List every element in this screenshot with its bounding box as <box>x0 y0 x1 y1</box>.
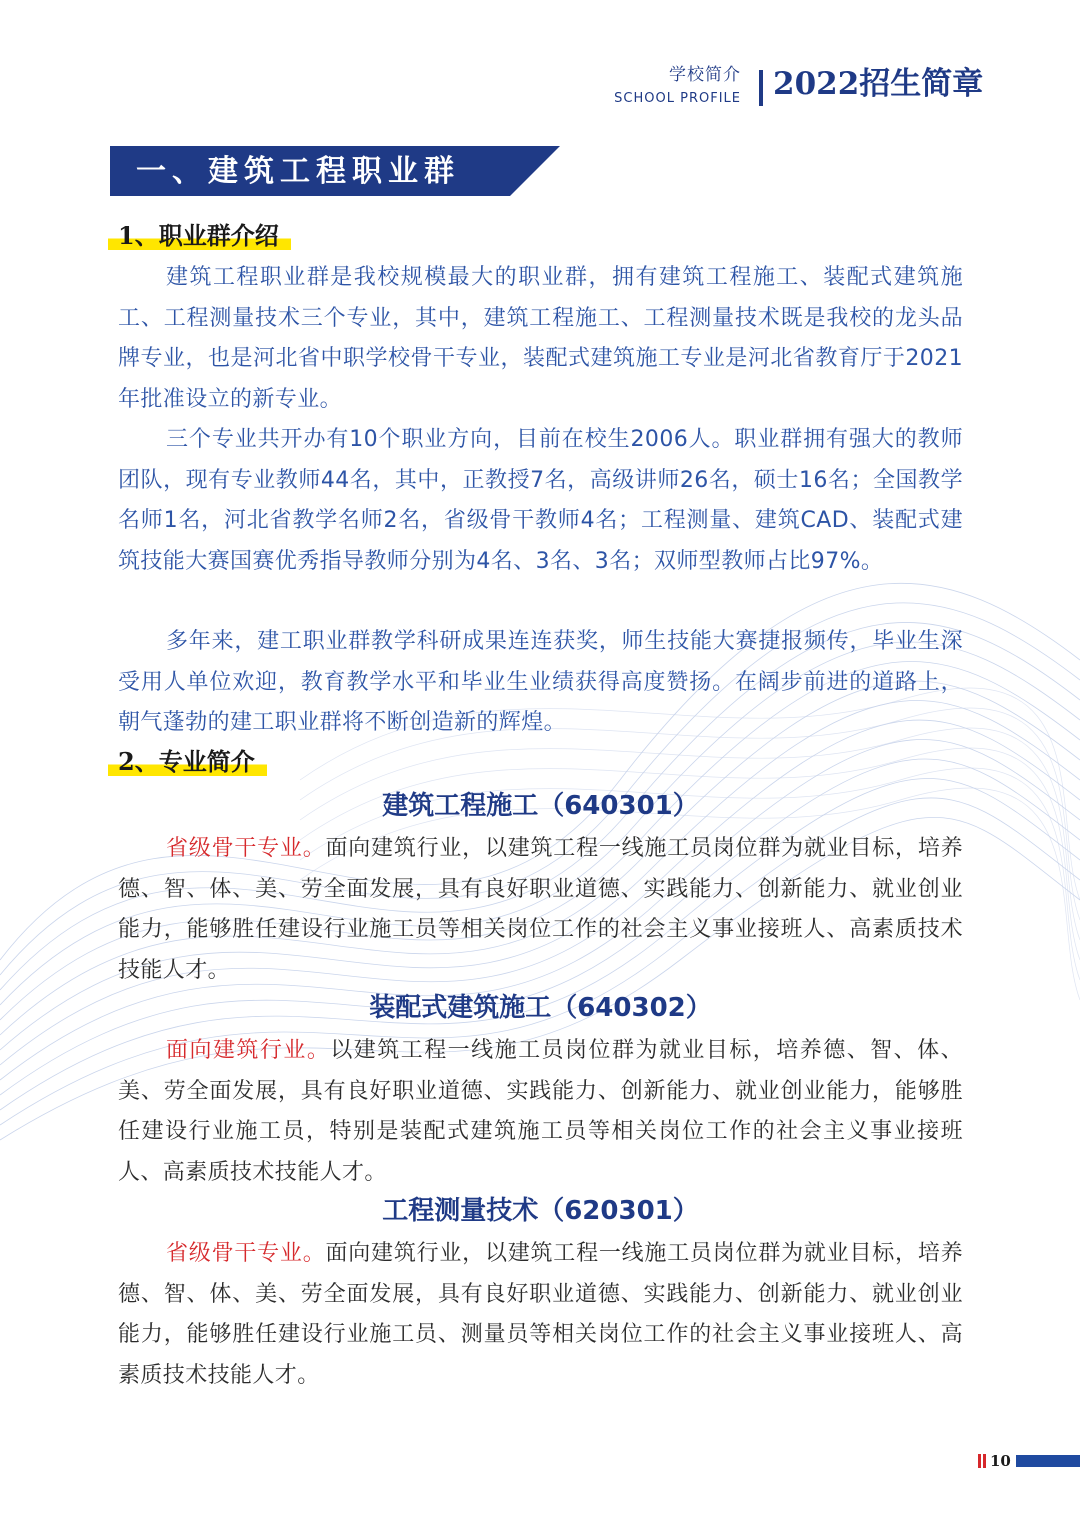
page-number: 10 <box>990 1452 1011 1470</box>
intro-paragraph-2: 三个专业共开办有10个职业方向，目前在校生2006人。职业群拥有强大的教师团队，现有专业教师44名，其中，正教授7名，高级讲师26名，硕士16名；全国教学名师1名，河北省教学名师2名，省级骨干教师4名；工程测量、建筑CAD、装配式建筑技能大赛国赛优秀指导教师分别为4名、3名、3名；双师型教师占比97%。 <box>118 427 963 574</box>
major-description-3 <box>118 1234 963 1396</box>
page-marker-blue <box>1016 1455 1080 1467</box>
majors-heading: 2、专业简介 <box>108 746 267 778</box>
page-marker-red-2 <box>983 1454 986 1468</box>
major-text-2: 以建筑工程一线施工员岗位群为就业目标，培养德、智、体、美、劳全面发展，具有良好职业道德、实践能力、创新能力、就业创业能力，能够胜任建设行业施工员，特别是装配式建筑施工员等相关岗位工作的社会主义事业接班人、高素质技术技能人才。 <box>118 1038 963 1185</box>
major-description-1 <box>118 829 963 991</box>
major-text-1: 面向建筑行业，以建筑工程一线施工员岗位群为就业目标，培养德、智、体、美、劳全面发展，具有良好职业道德、实践能力、创新能力、就业创业能力，能够胜任建设行业施工员等相关岗位工作的社会主义事业接班人、高素质技术技能人才。 <box>118 836 963 983</box>
major-title-1: 建筑工程施工（640301） <box>382 791 699 821</box>
major-highlight-3: 省级骨干专业。 <box>166 1241 326 1266</box>
intro-paragraph-3: 多年来，建工职业群教学科研成果连连获奖，师生技能大赛捷报频传，毕业生深受用人单位欢迎，教育教学水平和毕业生业绩获得高度赞扬。在阔步前进的道路上，朝气蓬勃的建工职业群将不断创造新的辉煌。 <box>118 629 963 735</box>
header-label-cn: 学校简介 <box>669 65 741 85</box>
major-description-2 <box>118 1031 963 1193</box>
intro-heading: 1、职业群介绍 <box>108 220 291 252</box>
section-title: 一、建筑工程职业群 <box>136 154 460 189</box>
major-highlight-2: 面向建筑行业。 <box>166 1038 331 1063</box>
header-labels <box>614 64 741 108</box>
page-marker-red-1 <box>978 1454 981 1468</box>
major-title-2: 装配式建筑施工（640302） <box>369 993 712 1023</box>
header-divider <box>759 70 763 106</box>
header-title: 2022招生简章 <box>773 66 984 102</box>
major-title-3: 工程测量技术（620301） <box>382 1196 699 1226</box>
major-text-3: 面向建筑行业，以建筑工程一线施工员岗位群为就业目标，培养德、智、体、美、劳全面发展，具有良好职业道德、实践能力、创新能力、就业创业能力，能够胜任建设行业施工员、测量员等相关岗位工作的社会主义事业接班人、高素质技术技能人才。 <box>118 1241 963 1388</box>
intro-paragraph-1: 建筑工程职业群是我校规模最大的职业群，拥有建筑工程施工、装配式建筑施工、工程测量技术三个专业，其中，建筑工程施工、工程测量技术既是我校的龙头品牌专业，也是河北省中职学校骨干专业，装配式建筑施工专业是河北省教育厅于2021年批准设立的新专业。 <box>118 265 963 412</box>
major-highlight-1: 省级骨干专业。 <box>166 836 326 861</box>
header-label-en: SCHOOL PROFILE <box>614 91 741 106</box>
